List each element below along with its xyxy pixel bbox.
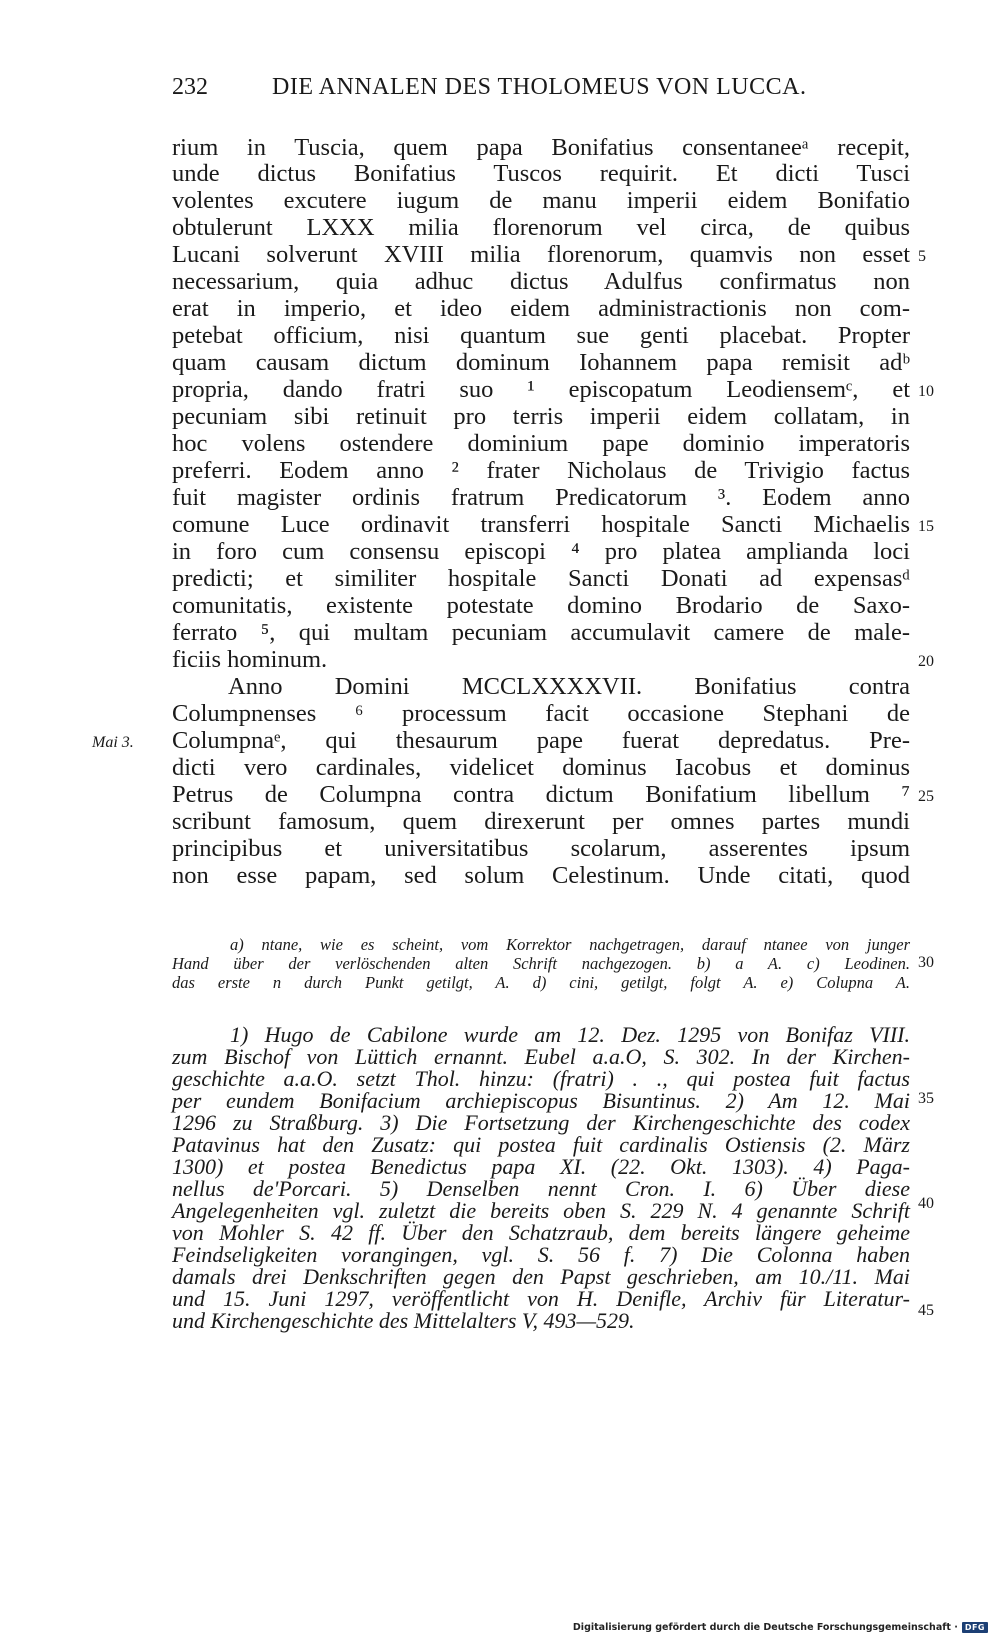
main-line: Columpnaᵉ, qui thesaurum pape fuerat depredatus. Pre- [172,727,910,754]
line-number: 10 [918,383,934,400]
footnote-line: und Kirchengeschichte des Mittelalters V, 493—529. [172,1308,635,1333]
line-number: 35 [918,1090,934,1107]
footnote-line: damals drei Denkschriften gegen den Papst geschrieben, am 10./11. Mai [172,1264,910,1289]
main-line: erat in imperio, et ideo eidem administractionis non com- [172,295,910,322]
main-line: predicti; et similiter hospitale Sancti Donati ad expensasᵈ [172,565,910,592]
line-number: 25 [918,788,934,805]
margin-date-note: Mai 3. [92,734,134,751]
apparatus-line: das erste n durch Punkt getilgt, A. d) cini, getilgt, folgt A. e) Colupna A. [172,973,910,992]
footnote-line: geschichte a.a.O. setzt Thol. hinzu: (fratri) . ., qui postea fuit factus [172,1066,910,1091]
line-number: 15 [918,518,934,535]
main-line: ferrato ⁵, qui multam pecuniam accumulavit camere de male- [172,619,910,646]
line-number: 30 [918,954,934,971]
main-line: quam causam dictum dominum Iohannem papa remisit adᵇ [172,349,910,376]
main-line: Anno Domini MCCLXXXXVII. Bonifatius contra [228,673,910,700]
line-number: 45 [918,1302,934,1319]
page-header [172,74,912,108]
digitization-credit [572,1618,988,1636]
footnote-line: von Mohler S. 42 ff. Über den Schatzraub, dem bereits längere geheime [172,1220,910,1245]
footnote-line: 1296 zu Straßburg. 3) Die Fortsetzung der Kirchengeschichte des codex [172,1110,910,1135]
main-line: Petrus de Columpna contra dictum Bonifatium libellum ⁷ [172,781,910,808]
line-number: 5 [918,248,926,265]
main-line: necessarium, quia adhuc dictus Adulfus confirmatus non [172,268,910,295]
main-line: Lucani solverunt XVIII milia florenorum, quamvis non esset [172,241,910,268]
credit-text: Digitalisierung gefördert durch die Deutsche Forschungsgemeinschaft · [572,1621,958,1633]
running-head: DIE ANNALEN DES THOLOMEUS VON LUCCA. [272,74,807,100]
footnote-line: zum Bischof von Lüttich ernannt. Eubel a.a.O, S. 302. In der Kirchen- [172,1044,910,1069]
main-line: rium in Tuscia, quem papa Bonifatius consentaneeᵃ recepit, [172,134,910,161]
footnote-line: Feindseligkeiten vorangingen, vgl. S. 56 f. 7) Die Colonna haben [172,1242,910,1267]
main-line: volentes excutere iugum de manu imperii eidem Bonifatio [172,187,910,214]
main-line: scribunt famosum, quem direxerunt per omnes partes mundi [172,808,910,835]
main-line: in foro cum consensu episcopi ⁴ pro platea amplianda loci [172,538,910,565]
footnote-line: und 15. Juni 1297, veröffentlicht von H. Denifle, Archiv für Literatur- [172,1286,910,1311]
footnote-line: Patavinus hat den Zusatz: qui postea fuit cardinalis Ostiensis (2. März [172,1132,910,1157]
dfg-logo-icon: DFG [962,1622,988,1633]
main-line: Columpnenses ⁶ processum facit occasione Stephani de [172,700,910,727]
page-number: 232 [172,74,208,100]
main-line: preferri. Eodem anno ² frater Nicholaus de Trivigio factus [172,457,910,484]
footnote-line: 1300) et postea Benedictus papa XI. (22. Okt. 1303). 4) Paga- [172,1154,910,1179]
footnote-line: per eundem Bonifacium archiepiscopus Bisuntinus. 2) Am 12. Mai [172,1088,910,1113]
main-line: ficiis hominum. [172,646,328,673]
footnote-line: nellus de'Porcari. 5) Denselben nennt Cron. I. 6) Über diese [172,1176,910,1201]
footnote-line: Angelegenheiten vgl. zuletzt die bereits oben S. 229 N. 4 genannte Schrift [172,1198,910,1223]
apparatus-line: Hand über der verlöschenden alten Schrift nachgezogen. b) a A. c) Leodinen. [172,954,910,973]
main-line: petebat officium, nisi quantum sue genti placebat. Propter [172,322,910,349]
main-line: dicti vero cardinales, videlicet dominus Iacobus et dominus [172,754,910,781]
main-line: comune Luce ordinavit transferri hospitale Sancti Michaelis [172,511,910,538]
main-line: obtulerunt LXXX milia florenorum vel circa, de quibus [172,214,910,241]
main-line: pecuniam sibi retinuit pro terris imperii eidem collatam, in [172,403,910,430]
main-line: comunitatis, existente potestate domino Brodario de Saxo- [172,592,910,619]
main-line: fuit magister ordinis fratrum Predicatorum ³. Eodem anno [172,484,910,511]
main-line: principibus et universitatibus scolarum, asserentes ipsum [172,835,910,862]
main-line: non esse papam, sed solum Celestinum. Unde citati, quod [172,862,910,889]
footnote-line: 1) Hugo de Cabilone wurde am 12. Dez. 1295 von Bonifaz VIII. [230,1022,910,1047]
main-line: propria, dando fratri suo ¹ episcopatum Leodiensemᶜ, et [172,376,910,403]
line-number: 40 [918,1195,934,1212]
main-line: hoc volens ostendere dominium pape dominio imperatoris [172,430,910,457]
line-number: 20 [918,653,934,670]
apparatus-line: a) ntane, wie es scheint, vom Korrektor nachgetragen, darauf ntanee von junger [230,935,910,954]
main-line: unde dictus Bonifatius Tuscos requirit. Et dicti Tusci [172,160,910,187]
